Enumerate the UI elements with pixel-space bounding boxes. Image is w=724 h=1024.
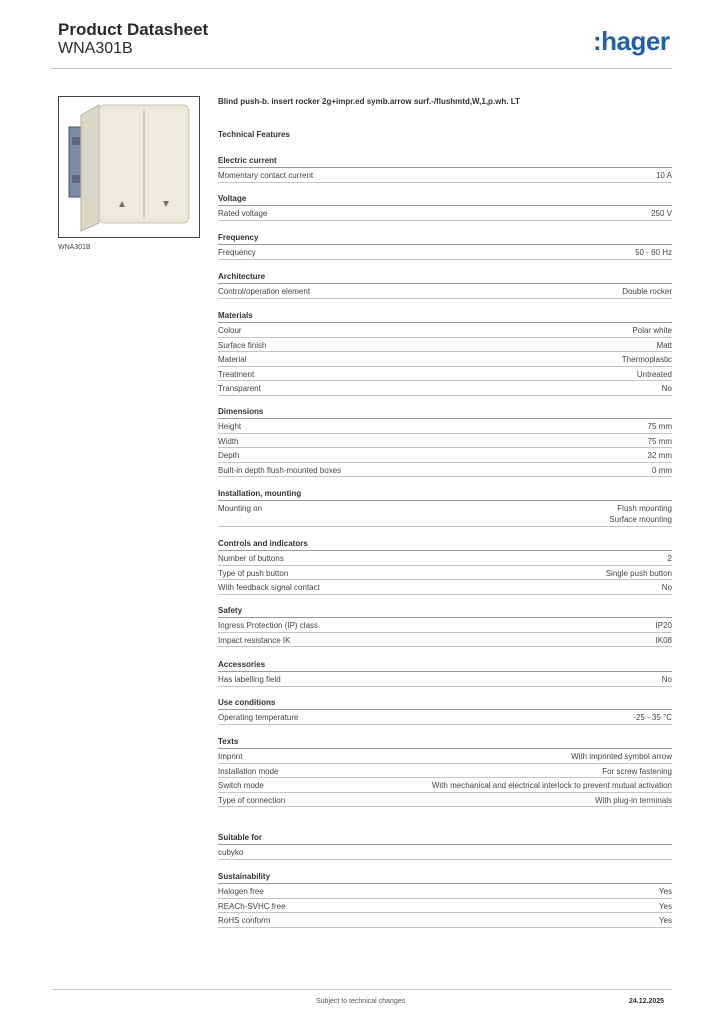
footer-date: 24.12.2025 — [629, 998, 665, 1005]
image-caption: WNA301B — [58, 244, 91, 251]
product-code: WNA301B — [58, 40, 133, 57]
spec-value — [659, 915, 672, 927]
spec-label: REACh-SVHC free — [218, 901, 286, 911]
spec-value-line: No — [661, 675, 672, 684]
spec-value — [637, 369, 672, 381]
spec-value-line: Thermoplastic — [621, 355, 672, 365]
spec-value-line: Untreated — [636, 369, 672, 379]
spec-value — [635, 247, 672, 259]
spec-label: Mounting on — [218, 504, 263, 513]
spec-section — [218, 871, 672, 928]
spec-value — [659, 901, 672, 913]
spec-label: cubyko — [218, 848, 244, 857]
spec-value — [602, 766, 672, 778]
spec-row — [218, 463, 672, 478]
spec-section — [218, 697, 672, 725]
spec-value-line: 75 mm — [647, 422, 672, 431]
spec-row — [218, 793, 672, 808]
spec-section — [218, 310, 672, 396]
spec-section — [218, 832, 672, 860]
switch-image-icon — [59, 97, 199, 237]
spec-value — [662, 582, 672, 594]
spec-section — [218, 488, 672, 527]
spec-value — [651, 208, 672, 220]
technical-features-heading: Technical Features — [218, 130, 290, 139]
spec-value-line: Single push button — [605, 568, 672, 578]
spec-value-line: 250 V — [651, 209, 672, 218]
spec-value-line: IK08 — [655, 635, 672, 645]
spec-section — [218, 406, 672, 477]
spec-value-line: With imprinted symbol arrow — [571, 752, 672, 761]
spec-label: Depth — [218, 451, 240, 461]
spec-label: Has labelling field — [218, 675, 281, 684]
spec-value — [633, 712, 672, 724]
section-title: Electric current — [218, 155, 672, 168]
spec-value — [595, 795, 672, 807]
spec-value — [662, 674, 672, 686]
spec-value — [622, 354, 672, 366]
spec-value-line: Yes — [658, 901, 672, 911]
footer-note: Subject to technical changes — [316, 998, 406, 1005]
spec-value-line: IP20 — [655, 621, 672, 630]
spec-value-line: 50 - 60 Hz — [635, 248, 672, 257]
spec-label: Operating temperature — [218, 713, 299, 722]
spec-label: Height — [218, 422, 242, 431]
spec-value — [656, 635, 672, 647]
spec-value-line: 75 mm — [647, 436, 672, 446]
spec-row — [218, 323, 672, 338]
spec-section — [218, 193, 672, 221]
spec-section — [218, 155, 672, 183]
spec-value — [622, 286, 672, 298]
spec-row — [218, 338, 672, 353]
spec-value-line: With plug-in terminals — [595, 795, 672, 805]
spec-label: Width — [218, 436, 239, 446]
spec-value-line: No — [661, 583, 672, 593]
spec-value-line: Flush mounting — [617, 504, 672, 513]
spec-row — [218, 778, 672, 793]
spec-label: Frequency — [218, 248, 256, 257]
spec-row — [218, 245, 672, 260]
spec-section — [218, 232, 672, 260]
spec-value-line: 2 — [667, 554, 672, 563]
spec-value — [668, 553, 672, 565]
spec-label: Installation mode — [218, 766, 279, 776]
spec-section — [218, 736, 672, 807]
spec-label: Momentary contact current — [218, 171, 314, 180]
spec-label: With feedback signal contact — [218, 583, 320, 593]
spec-row — [218, 434, 672, 449]
spec-row — [218, 168, 672, 183]
spec-label: Control/operation element — [218, 287, 311, 296]
spec-value-line: 0 mm — [652, 465, 672, 475]
section-title: Dimensions — [218, 406, 672, 419]
section-title: Texts — [218, 736, 672, 749]
spec-value — [609, 503, 672, 526]
spec-row — [218, 551, 672, 566]
spec-value — [656, 340, 672, 352]
product-image — [58, 96, 200, 238]
spec-row — [218, 845, 672, 860]
section-title: Installation, mounting — [218, 488, 672, 501]
spec-value-line: -25 - 35 °C — [633, 713, 672, 722]
spec-section — [218, 271, 672, 299]
spec-label: Built-in depth flush-mounted boxes — [218, 465, 342, 475]
spec-value-line: 10 A — [655, 171, 672, 180]
section-title: Controls and indicators — [218, 538, 672, 551]
section-title: Voltage — [218, 193, 672, 206]
spec-value-line: Surface mounting — [609, 515, 672, 524]
spec-value — [648, 421, 672, 433]
spec-label: Rated voltage — [218, 209, 268, 218]
section-title: Sustainability — [218, 871, 672, 884]
section-title: Frequency — [218, 232, 672, 245]
spec-row — [218, 381, 672, 396]
spec-row — [218, 352, 672, 367]
spec-value-line: Polar white — [632, 326, 672, 335]
spec-value-line: No — [661, 384, 672, 394]
spec-value-line: Double rocker — [622, 287, 672, 296]
spec-value — [432, 780, 672, 792]
spec-section — [218, 605, 672, 647]
spec-row — [218, 764, 672, 779]
spec-row — [218, 580, 672, 595]
spec-label: Type of push button — [218, 568, 289, 578]
spec-row — [218, 618, 672, 633]
section-title: Materials — [218, 310, 672, 323]
spec-section — [218, 538, 672, 595]
spec-row — [218, 672, 672, 687]
spec-label: Impact resistance IK — [218, 635, 291, 645]
spec-row — [218, 913, 672, 928]
spec-value — [662, 383, 672, 395]
spec-row — [218, 899, 672, 914]
spec-label: Ingress Protection (IP) class — [218, 621, 319, 630]
spec-value-line: Matt — [656, 340, 672, 350]
spec-value — [656, 170, 672, 182]
spec-row — [218, 749, 672, 764]
spec-value — [656, 620, 672, 632]
spec-label: Imprint — [218, 752, 243, 761]
section-title: Suitable for — [218, 832, 672, 845]
spec-row — [218, 206, 672, 221]
spec-label: Switch mode — [218, 781, 264, 791]
footer-divider — [52, 989, 672, 990]
spec-value — [659, 886, 672, 898]
header-divider — [52, 68, 672, 69]
spec-label: Surface finish — [218, 340, 267, 350]
spec-label: Transparent — [218, 384, 261, 394]
spec-row — [218, 633, 672, 648]
section-title: Accessories — [218, 659, 672, 672]
spec-row — [218, 501, 672, 527]
spec-label: Material — [218, 355, 247, 365]
spec-value — [632, 325, 672, 337]
spec-row — [218, 566, 672, 581]
spec-value — [648, 450, 672, 462]
spec-row — [218, 710, 672, 725]
spec-row — [218, 284, 672, 299]
section-title: Use conditions — [218, 697, 672, 710]
spec-value — [648, 436, 672, 448]
spec-value-line: With mechanical and electrical interlock to prevent mutual activation — [431, 781, 672, 791]
spec-label: Halogen free — [218, 887, 264, 896]
spec-value-line: Yes — [658, 916, 672, 926]
spec-value — [652, 465, 672, 477]
spec-value-line: 32 mm — [647, 451, 672, 461]
page-title: Product Datasheet — [58, 20, 209, 39]
spec-value — [606, 568, 672, 580]
spec-value-line: For screw fastening — [602, 766, 672, 776]
section-title: Architecture — [218, 271, 672, 284]
spec-value — [571, 751, 672, 763]
spec-row — [218, 419, 672, 434]
spec-label: Type of connection — [218, 795, 286, 805]
spec-label: RoHS conform — [218, 916, 271, 926]
spec-label: Treatment — [218, 369, 255, 379]
spec-row — [218, 367, 672, 382]
spec-label: Colour — [218, 326, 242, 335]
brand-logo: :hager — [593, 26, 670, 56]
spec-row — [218, 448, 672, 463]
spec-row — [218, 884, 672, 899]
product-description: Blind push-b. insert rocker 2g+impr.ed symb.arrow surf.-/flushmtd,W,1,p.wh. LT — [218, 97, 520, 106]
spec-value-line: Yes — [658, 887, 672, 896]
section-title: Safety — [218, 605, 672, 618]
spec-label: Number of buttons — [218, 554, 284, 563]
spec-section — [218, 659, 672, 687]
